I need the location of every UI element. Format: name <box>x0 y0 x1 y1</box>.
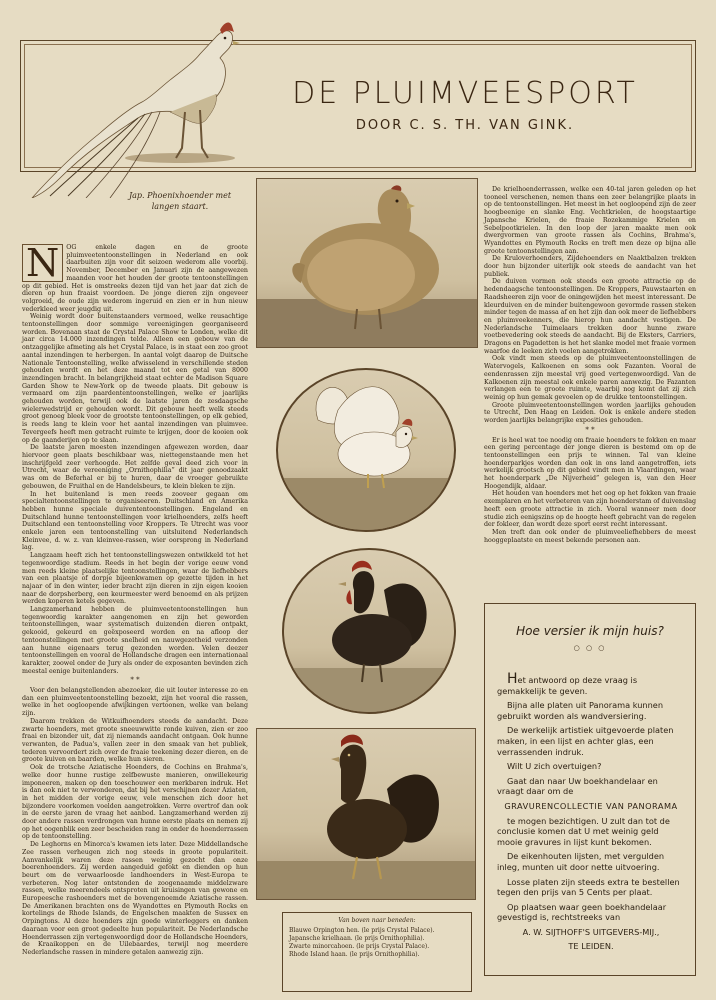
advertisement-box <box>484 603 696 976</box>
ad-paragraph: Gaat dan naar Uw boekhandelaar en vraagt daar om de <box>497 775 658 797</box>
photo-japanese-bantam <box>276 368 456 532</box>
ad-paragraph: Bijna alle platen uit Panorama kunnen gebruikt worden als wandversiering. <box>497 700 664 721</box>
ad-paragraph: Op plaatsen waar geen boekhandelaar gevestigd is, rechtstreeks van <box>497 901 667 923</box>
photo-orpington-hen <box>256 178 478 348</box>
paragraph: Langzaam heeft zich het tentoonstellingswezen ontwikkeld tot het tegenwoordige stadium. Reeds in het begin der vorige eeuw vond men reeds kleine plaatselijke tentoonstellingen, waar de liefhebbers van een plaatsje of dorpje bijeenkwamen op gezette tijden in het najaar of in den winter, ieder bracht zijn dieren in zijn eigen kooien naar de dorpsherberg, een keurmeester werd benoemd en als prijzen werden koperen ketels gegeven. <box>22 552 248 606</box>
phoenix-rooster-illustration <box>20 8 250 198</box>
ad-ornament: ○ ○ ○ <box>573 644 607 652</box>
paragraph: De Kruloverhoenders, Zijdehoenders en Naaktbalzen trekken door hun bijzonder uiterlijk ook steeds de aandacht van het publiek. <box>484 255 696 278</box>
photo-caption-box <box>282 912 472 992</box>
dropcap: N <box>22 244 63 282</box>
paragraph: Groote pluimveetentoonstellingen worden jaarlijks gehouden te Utrecht, Den Haag en Leiden. Ook is enkele andere steden worden jaarlijks belangrijke exposities gehouden. <box>484 401 696 425</box>
caption-heading: Van boven naar beneden: <box>338 917 416 924</box>
ad-paragraph: De eikenhouten lijsten, met vergulden inleg, munten uit door nette uitvoering. <box>497 851 665 872</box>
section-stars: * * <box>130 676 140 685</box>
paragraph: De Leghorns en Minorca's kwamen iets later. Deze Middellandsche Zee rassen verheugen zich nog steeds in groote populariteit. Aanvankelijk waren deze rassen weinig gezocht dan onze boerenhoenders. Zij werden aangeduid gefokt en dienden op hun beurt om de verwaarloosde landhoenders in West-Europa te verbeteren. Nog later ontstonden de zoogenaamde middelzware rassen, welke meerendeels ontsproten uit kruisingen van gewone en Europeesche rashoenders met de bovengenoemde Aziatische rassen. De Amerikanen brachten ons de Wyandottes en Plymouth Rocks en kortelings de Rhode Islands, de Engelschen maakten de Sussex en Orpingtons. Al deze hoenders zijn goede winterleggers en danken daaraan voor een groot gedeelte hun populariteit. De Nederlandsche Hoenderrassen zijn vertegenwoordigd door de Hollandsche Hoenders, de Kraaikoppen en de Uilebaardes, terwijl nog meerdere Nederlandsche rassen in mindere getalen aanwezig zijn. <box>22 841 248 956</box>
byline: DOOR C. S. TH. VAN GINK. <box>355 118 575 133</box>
paragraph: Langzamerhand hebben de pluimveetentoonstellingen hun tegenwoordig karakter aangenomen en zijn het geworden tentoonstellingen, waar systematisch duizenden dieren ontpakt, gekooid, gekeurd en geëxposeerd worden en na afloop der tentoonstellingen met groote snelheid en nauwgezetheid verzonden aan hunne eigenaars terug gezonden worden. Velen deezer tentoonstellingen en vooral de Hollandsche dragen een internationaal karakter, zoowel onder de Jury als onder de exposanten bevinden zich meestal eenige buitenlanders. <box>22 606 248 675</box>
ad-city: TE LEIDEN. <box>568 941 614 952</box>
page-title: DE PLUIMVEESPORT <box>292 76 638 111</box>
paragraph: Men treft dan ook onder de pluimveeliefhebbers de meest hooggeplaatste en meest bekende personen aan. <box>484 528 696 544</box>
left-column <box>22 241 248 994</box>
ad-paragraph: Losse platen zijn steeds extra te bestellen tegen den prijs van 5 Cents per plaat. <box>497 876 680 898</box>
paragraph: Weinig wordt door buitenstaanders vermoed, welke reusachtige tentoonstellingen door sommige vereenigingen georganiseerd worden. Bovenaan staat de Crystal Palace Show te Londen, welke dit jaar circa 14.000 inzendingen telde. Alleen een gebouw van de ontzaggelijke afmeting als het Crystal Palace, is in staat een zoo groot aantal inzendingen te herbergen. In aantal volgt daarop de Duitsche Nationale Tentoonstelling, welke afwisselend in verschillende steden gehouden wordt en het deze maand tot een getal van 8000 inzendingen bracht. In belangrijkheid staat echter de Madison Square Garden Show te New-York op de tweede plaats. Dit gebouw is vermaard om zijn paardententoonstellingen, welke er jaarlijks gehouden worden, terwijl ook de laatste jaren de zesdaagsche wielerwedstrijd er gehouden wordt. Dit gebouw heeft welk steeds groot genoeg bleek voor de grootste tentoonstellingen, op elk gebied, is reeds lang te klein voor het aantal inzendingen van pluimvee. Tevergeefs heeft men getracht ruimte te krijgen, door de kooien ook op de gaanderijen op te slaan. <box>22 313 248 444</box>
ad-collection-name: GRAVURENCOLLECTIE VAN PANORAMA <box>504 800 678 811</box>
paragraph: Voor den belangstellenden abezoeker, die uit louter interesse zo en dan een pluimveetentoonstelling bezoekt, zijn het vooral die rassen, welke in het oogloopende afwijkingen vertoonen, welke van belang zijn. <box>22 687 248 718</box>
paragraph: Ook de trotsche Aziatische Hoenders, de Cochins en Brahma's, welke door hunne rustige zelfbewuste manieren, onwillekeurig imponeeren, maken op den toeschouwer een merkbaren indruk. Het is dan ook niet te verwonderen, dat bij het verschijnen dezer Aziaten, in het midden der vorige eeuw, vele menschen zich door het bijzondere voorkomen voelden aangetrokken. Verre overtrof dan ook in de eerste jaren de vraag het aanbod. Langzamerhand werden zij door andere rassen verdrongen van hunne eerste plaats en nemen zij op het oogenblik een zeer bescheiden rang in onder de hoenderrassen op de tentoonstelling. <box>22 764 248 841</box>
ad-publisher: A. W. SIJTHOFF'S UITGEVERS-MIJ., <box>522 926 660 937</box>
paragraph: De duiven vormen ook steeds een groote attractie op de hedendaagsche tentoonstellingen. De Kroppers, Pauwstaarten en Raadsheeren zijn voor de oningewijden het meest interessant. De kleurduiven en de minder buitengewoon gevormde rassen steken minder tegen de massa af en het zijn dan ook meer de liefhebbers en pluimveekenners, die hierop hun aandacht vestigen. De Nederlandsche Tuimelaars trekken door hunne zware voetbevedering ook steeds de aandacht. Bij de Eksters, Carriers, Dragons en Pagadetten is het het slanke model met fraaie vormen waarfoe de leeken zich voelen aangetrokken. <box>484 278 696 355</box>
section-stars: * * <box>585 425 595 434</box>
paragraph: Het houden van hoenders met het oog op het fokken van fraaie exemplaren en het verbeteren van zijn hoenderstam of duivenslag heeft een groote attractie in zich. Vooral wanneer men door studie zich eenigszins op de hoogte heeft gebracht van de regelen der fokleer, dan wordt deze sport eerst recht interessant. <box>484 490 696 529</box>
ad-paragraph: te mogen bezichtigen. U zult dan tot de conclusie komen dat U met weinig geld mooie gravures in lijst kunt bekomen. <box>497 815 670 847</box>
caption-line: Rhode Island haan. (le prijs Ornithophilia). <box>289 951 420 958</box>
ad-body <box>497 671 685 956</box>
ad-paragraph: De werkelijk artistiek uitgevoerde platen maken, in een lijst en achter glas, een verrassenden indruk. <box>497 725 674 757</box>
caption-line: Japansche krielhaan. (le prijs Ornithophilia). <box>289 935 425 942</box>
caption-line: Zwarte minorcahoen. (le prijs Crystal Palace). <box>289 943 430 950</box>
paragraph: Er is heel wat toe noodig om fraaie hoenders te fokken en maar een gering percentage der jonge dieren is bestemd om op de tentoonstellingen een prijs te winnen. Tal van kleine hoenderparkjes worden dan ook in ons land aangetroffen, iets werkelijk grootsch op dit gebied vindt men in Vlaardingen, waar het hoenderpark „De Nijverheid” gelegen is, van den Heer Hoogendijk, aldaar. <box>484 436 696 490</box>
caption-line: Blauwe Orpington hen. (le prijs Crystal Palace). <box>289 927 435 934</box>
paragraph: OG enkele dagen en de groote pluimveetentoonstellingen in Nederland en ook daarbuiten zijn voor dit seizoen wederom alle voorbij. November, December en Januari zijn de aangewezen maanden voor het houden der groote tentoonstellingen op dit gebied. Het is omstreeks dezen tijd van het jaar dat zich de dieren op hun fraaist voordoen. De jonge dieren zijn ongeveer volgroeid, de oude zijn wederom ingeruid en zien er in hun nieuw vederkleed weer jeugdig uit. <box>22 244 248 313</box>
photo-black-minorca <box>282 548 456 714</box>
ad-question: Wilt U zich overtuigen? <box>507 761 602 772</box>
paragraph: Daarom trekken de Witkuifhoenders steeds de aandacht. Deze zwarte hoenders, met groote sneeuwwitte ronde kuiven, zien er zoo fraai en bizonder uit, dat zij niemands aandacht ontgaan. Ook hunne verwanten, de Padua's, vallen zeer in den smaak van het publiek, tederen vervoordert zich over de fraaie teekening dezer dieren, en de groote kuiven en baarden, welke hun sieren. <box>22 717 248 764</box>
right-column <box>484 186 696 596</box>
photo-rhode-island-rooster <box>256 728 476 900</box>
paragraph: De laatste jaren moesten inzendingen afgewezen worden, daar hiervoor geen plaats beschikbaar was, niettegenstaande men het inschrijfgeld zeer verhoogde. Het zelfde geval deed zich voor in Utrecht, waar de vereeniging „Ornithophilia” dit jaar genoodzaakt was om de Beferhal er bij te huren, daar de vroeger gebruikte gebouwen, de Fruithal en de Handelsbeurs, te klein bleken te zijn. <box>22 444 248 490</box>
ad-paragraph: Het antwoord op deze vraag is gemakkelijk te geven. <box>497 671 638 696</box>
paragraph: Ook vindt men steeds op de pluimveetentoonstellingen de Watervogels, Kalkoenen en soms ook Fazanten. Vooral de eendenrassen zijn meestal vrij goed vertegenwoordigd. Van de Kalkoenen zijn meestal ook enkele paren aanwezig. De Fazanten verlangen een te groote ruimte, waarbij nog komt dat zij zich weinig op hun gemak gevoelen op de drukke tentoonstellingen. <box>484 355 696 401</box>
ad-title: Hoe versier ik mijn huis? <box>516 624 664 638</box>
paragraph: De krielhoenderrassen, welke een 40-tal jaren geleden op het tooneel verschenen, nemen thans een zeer belangrijke plaats in op de tentoonstellingen. Het meest in het oogloopend zijn de zeer hoogbeenige en slanke Eng. Vechtkrielen, de hoogstaartige Japansche Krielen, de fraaie Rozekammige Krielen en Sebelpootkrielen. In den loop der jaren maakte men ook dwergvormen van groote rassen als Cochins, Brahma's, Wyandottes en Plymouth Rocks en treft men deze op bijna alle groote tentoonstellingen aan. <box>484 186 696 255</box>
paragraph: In het buitenland is men reeds zooveer gegaan om specialtentoonstellingen te organiseeren. Duitschland en Amerika hebben hunne speciale duivententoonstellingen. Engeland en Duitschland hunne tentoonstellingen voor krielhoenders, zelfs heeft Duitschland een tentoonstelling voor Kroppers. Te Utrecht was voor enkele jaren een tentoonstelling van uitsluitend Nederlandsch Kleinvee, d. w. z. van kleinvee-rassen, wier oorsprong in Nederland lag. <box>22 490 248 552</box>
top-illustration-caption: Jap. Phoenixhoender met langen staart. <box>128 191 232 211</box>
